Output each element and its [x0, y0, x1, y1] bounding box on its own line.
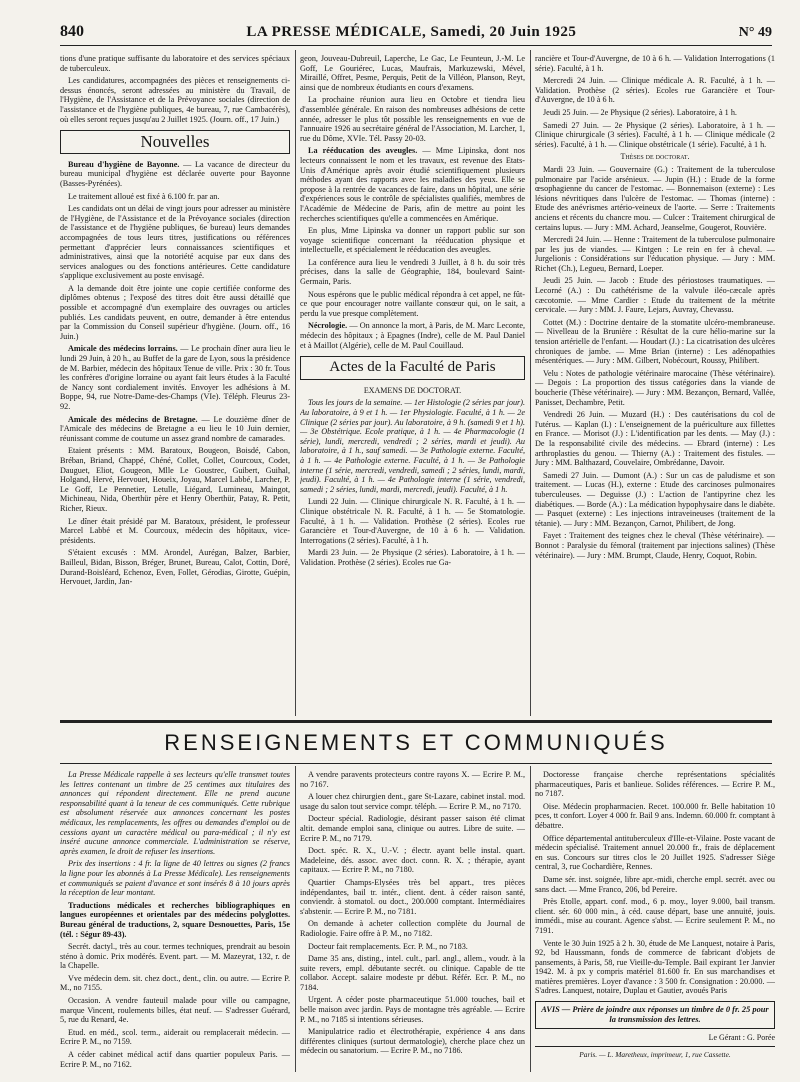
paragraph: Lundi 22 Juin. — Clinique chirurgicale N. R. Faculté, à 1 h. — Clinique obstétricale N. R. Faculté, à 1 h. — 5e Stomatologie. Faculté, à 1 h. — Validation. Prothèse (2 séries). Ecoles rue Garancière et Tour-d'Auvergne, de 10 à 6 h. — Validation. Interrogations (2 séries). Faculté, à 1 h. — [300, 497, 525, 545]
classified-ad: Office départemental antituberculeux d'Ille-et-Vilaine. Poste vacant de médecin spécialisé. Traitement annuel 20.000 fr., frais de déplacement en sus. Concours sur titres clos le 20 Juillet 1925. S'adresser Siège central, 3, rue Cochardière, Rennes. — [535, 833, 775, 872]
page-number: 840 — [60, 23, 84, 40]
item-title: Amicale des médecins de Bretagne. — [68, 414, 198, 424]
paragraph: Mardi 23 Juin. — 2e Physique (2 séries). Laboratoire, à 1 h. — Validation. Prothèse (2 séries). Ecoles rue Ga- — [300, 548, 525, 567]
classified-ad: Quartier Champs-Elysées très bel appart., tres pièces indépendantes, bail tr. intér., client. dent. à céder raison santé, conviendr. à stomatol. ou doct., 200.000 comptant. Intermédiaires s'abstenir. — Ecrire P. M., no 7181. — [300, 877, 525, 916]
paragraph: Le traitement alloué est fixé à 6.100 fr. par an. — [68, 191, 220, 201]
classifieds-column-3 — [535, 770, 775, 1070]
item-title: Nécrologie. — [308, 321, 348, 331]
paragraph: S'étaient excusés : MM. Arondel, Aurégan, Balzer, Barbier, Bailleul, Bidan, Bisson, Bréger, Brunet, Bureau, Calot, Cottin, Doré, Durand-Boisléard, Echenoz, Even, Follet, Gérodias, Girotte, Guépin, Hervouet, Jardin, Jan- — [60, 548, 290, 587]
paragraph: Les candidats ont un délai de vingt jours pour adresser au ministère de l'Hygiène, de l'Assistance et de la Prévoyance sociales (direction de l'assistance et de l'hygiène publiques, 6e bureau) leurs demandes accompagnées de tous leurs titres, justifications ou références permettant d'apprécier leurs connaissances scientifiques et administratives, ainsi que la notoriété acquise par eux dans des services analogues ou des fonctions antérieures. Cette candidature s'applique exclusivement au poste envisagé. — [60, 204, 290, 281]
paragraph: Fayet : Traitement des teignes chez le cheval (Thèse vétérinaire). — Bonnot : Paralysie du fémoral (traitement par injections salines) (Thèse vétérinaire). — Jury : MM. Brumpt, Claude, Henry, Coquot, Robin. — [535, 531, 775, 560]
classifieds-column-2 — [300, 770, 525, 1070]
classified-ad: Vve médecin dem. sit. chez doct., dent., clin. ou autre. — Ecrire P. M., no 7155. — [60, 973, 290, 993]
paragraph: Jeudi 25 Juin. — Jacob : Etude des périostoses traumatiques. — Lecorné (A.) : Du cathétérisme de la valvule iléo-cæcale après cæcotomie. — Mme Cardier : Etude du traitement de la métrite cervicale. — Jury : MM. J. Faure, Lejars, Auvray, Chevassu. — [535, 276, 775, 315]
column-divider — [530, 766, 531, 1072]
item-text: — La vacance de directeur du bureau municipal d'hygiène est déclarée ouverte pour Bayonne (Basses-Pyrénées). — [60, 159, 290, 188]
issue-number: N° 49 — [738, 25, 772, 40]
classifieds-column-1 — [60, 770, 290, 1070]
classified-ad: Oise. Médecin propharmacien. Recet. 100.000 fr. Belle habitation 10 pces, tt confort. Loyer 4 000 fr. Bail 9 ans. Indemn. 60.000 fr. comptant à débattre. — [535, 801, 775, 830]
classified-ad: Manipulatrice radio et électrothérapie, expérience 4 ans dans différentes cliniques (surtout dermatologie), cherche place chez un médecin ou sanatorium. — Ecrire P. M., no 7186. — [300, 1027, 525, 1056]
column-divider — [295, 50, 296, 716]
classified-ad: Docteur fait remplacements. Ecr. P. M., no 7183. — [308, 941, 468, 951]
section-heading-actes: Actes de la Faculté de Paris — [300, 356, 525, 380]
classified-ad: Traductions médicales et recherches bibliographiques en langues européennes et orientales par des médecins polyglottes. Bureau général de traductions, 2, square Desnouettes, Paris, 15e (tél. : Ségur 89-43). — [60, 900, 290, 939]
classified-ad: A louer chez chirurgien dent., gare St-Lazare, cabinet instal. mod. usage du salon tout service compr. téléph. — Ecrire P. M., no 7170. — [300, 792, 525, 811]
notice-paragraph: La Presse Médicale rappelle à ses lecteurs qu'elle transmet toutes les lettres contenant un timbre de 25 centimes aux titulaires des annonces qui répondent directement. Elle ne prend aucune responsabilité quant à la teneur de ces communiqués. Cette rubrique est absolument réservée aux annonces concernant les postes médicaux, les remplacements, les offres ou demandes d'emploi ou de cessions ayant un caractère médical ou para-médical ; il n'y est inséré aucune annonce commerciale. L'administration se réserve, après examen, le droit de refuser les insertions. — [60, 770, 290, 856]
paragraph: Samedi 27 Juin. — Dumont (A.) : Sur un cas de paludisme et son traitement. — Lucas (H.), externe : Etude des carcinoses pulmonaires tuberculeuses. — Deguisse (J.) : L'action de l'antipyrine chez les diabétiques. — Borde (A.) : La médication hypophysaire dans le diabète. — Pasquet (externe) : Les injections intraveineuses (traitement de la tétanie). — Jury : MM. Bezançon, Carnot, Philibert, de Jong. — [535, 470, 775, 528]
classified-ad: Docteur spécial. Radiologie, désirant passer saison été climat altit. demande emploi sana, clinique ou autres. Libre de suite. — Ecrire P. M., no 7179. — [300, 814, 525, 843]
column-2 — [300, 54, 525, 716]
paragraph: Mercredi 24 Juin. — Henne : Traitement de la tuberculose pulmonaire par les jus de viandes. — Kintgen : Le rein en fer à cheval. — Jurgelionis : Considérations sur l'éducation physique. — Jury : MM. Richet (Ch.), Legueu, Bernard, Loeper. — [535, 235, 775, 273]
paragraph: Nous espérons que le public médical répondra à cet appel, ne fût-ce que pour encourager notre vaillante consœur qui, on le sait, a perdu la vue presque complètement. — [300, 289, 525, 318]
classified-ad: Occasion. A vendre fauteuil malade pour ville ou campagne, marque Vincent, roulements billes, état neuf. — S'adresser Guérard, 5, rue du Renard, 4e. — [60, 996, 290, 1025]
paragraph: Tous les jours de la semaine. — 1er Histologie (2 séries par jour). Au laboratoire, à 9 et 1 h. — 1er Physiologie. Faculté, à 1 h. — 2e Clinique (2 séries par jour). Au laboratoire, à 9 h. (samedi 9 et 1 h). — 3e Obstétrique. Ecole pratique, à 1 h. — 4e Pharmacologie (1 série), lundi, mercredi, vendredi ; 2 séries, mardi et jeudi). Au laboratoire, à 1 h., sauf samedi. — 3e Pathologie externe. Faculté, à 1 h. — 4e Pathologie externe. Faculté, à 1 h. — 3e Pathologie interne (1 série, mercredi, vendredi, samedi ; 2 séries, lundi, mardi, jeudi). Faculté, à 1 h. — 4e Pathologie interne (1 série, vendredi, samedi ; 2 séries, lundi, mardi, mercredi, jeudi). Faculté, à 1 h. — [300, 398, 525, 494]
classified-ad: Dame 35 ans, disting., intel. cult., parl. angl., allem., voudr. à la suite revers, empl. débutante secrét. ou clinique. Capable de tte collabor. Accept. salaire modeste pr début. Référ. Ecr. P. M., no 7184. — [300, 954, 525, 992]
item-text: — Le douzième dîner de l'Amicale des médecins de Bretagne a eu lieu le 10 Juin dernier, réunissant comme de coutume un assez grand nombre de camarades. — [60, 414, 290, 443]
paragraph: A la demande doit être jointe une copie certifiée conforme des diplômes obtenus ; l'exposé des titres doit être aussi détaillé que possible et accompagné d'un exemplaire des ouvrages ou articles publiés. Les candidats peuvent, en outre, demander à être entendus par la Commission du Conseil supérieur d'hygiène. (Journ. off., 16 Juin.) — [60, 283, 290, 341]
paragraph: Etaient présents : MM. Baratoux, Bougeon, Boisdé, Cabon, Bréban, Briand, Chappé, Chéné, Collet, Collet, Courcoux, Codet, Dauguet, Eliot, Gougeon, Mlle Le Goustrec, Guibert, Guihal, Holgand, Hervé, Hervouet, Houeix, Joyau, Marcel Labbé, Larcher, P. Le Goff, Le Pennetier, Letulle, Liégard, Lumineau, Maingot, Michineau, Nida, Oberthür père et Henry Oberthür, Patay, R. Petit, Richer, Rieux. — [60, 446, 290, 513]
masthead-title: LA PRESSE MÉDICALE, Samedi, 20 Juin 1925 — [246, 24, 577, 40]
item-title: Bureau d'hygiène de Bayonne. — [68, 159, 180, 169]
paragraph: Samedi 27 Juin. — 2e Physique (2 séries). Laboratoire, à 1 h. — Clinique chirurgicale (3 séries). Faculté, à 1 h. — Clinique médicale (2 séries). Faculté, à 1 h. — Clinique obstétricale (1 série). Faculté, à 1 h. — [535, 120, 775, 149]
paragraph: Jeudi 25 Juin. — 2e Physique (2 séries). Laboratoire, à 1 h. — [543, 107, 737, 117]
notice-paragraph: Prix des insertions : 4 fr. la ligne de 40 lettres ou signes (2 francs la ligne pour les abonnés à La Presse Médicale). Les renseignements et communiqués se paient d'avance et sont insérés 8 à 10 jours après la réception de leur montant. — [60, 859, 290, 898]
item-text: — On annonce la mort, à Paris, de M. Marc Leconte, médecin des hôpitaux ; à Epagnes (Indre), celle de M. Paul Daniel et à Maillot (Algérie), celle de M. Paul Couillaud. — [300, 321, 525, 350]
column-3 — [535, 54, 775, 716]
paragraph: En plus, Mme Lipinska va donner un rapport public sur son voyage scientifique concernant la rééducation physique et intellectuelle, et spécialement le rééducation des aveugles. — [300, 226, 525, 255]
paragraph: Vendredi 26 Juin. — Muzard (H.) : Des cautérisations du col de l'utérus. — Kaplan (I.) : L'enseignement de la puériculture aux fillettes en France. — Morisot (J.) : L'identification par les dents. — May (J.) : De la responsabilité civile des médecins. — Ebrard (interne) : Les arthroplasties du genou. — Thierny (A.) : Traitement des fistules. — Jury : MM. Balthazard, Couvelaire, Ombrédanne, Davoir. — [535, 410, 775, 468]
column-1 — [60, 54, 290, 716]
page-header — [60, 20, 772, 46]
item-title: Amicale des médecins lorrains. — [68, 344, 178, 354]
item-text: — Mme Lipinska, dont nos lecteurs connaissent le nom et les travaux, est revenue des Etats-Unis d'Amérique après avoir étudié scientifiquement plusieurs méthodes ayant des rapports avec les maladies des yeux. Elle se propose à la rentrée de vacances de faire, dans un hôpital, une série d'expériences sous le contrôle de spécialistes qualifiés, membres de l'Académie de Médecine de Paris, afin de mettre au point les recherches scientifiques qu'elle a commencées en Amérique. — [300, 146, 525, 223]
section-heading-renseignements: RENSEIGNEMENTS ET COMMUNIQUÉS — [60, 720, 772, 764]
classified-ad: A céder cabinet médical actif dans quartier populeux Paris. — Ecrire P. M., no 7162. — [60, 1050, 290, 1069]
paragraph: Velu : Notes de pathologie vétérinaire marocaine (Thèse vétérinaire). — Degois : La proportion des tissus catégories dans la viande de boucherie (Thèse vétérinaire). — Jury : MM. Bezançon, Bernard, Vallée, Panisset, Dechambre, Petit. — [535, 368, 775, 407]
classified-ad: A vendre paravents protecteurs contre rayons X. — Ecrire P. M., no 7167. — [300, 770, 525, 789]
classified-ad: Vente le 30 Juin 1925 à 2 h. 30, étude de Me Lanquest, notaire à Paris, 92, bd Haussmann, fonds de commerce de fabricant d'objets de pansements, à Paris, 58, rue Vieille-du-Temple. Bail expirant 1er Janvier 1942. M. à px y compris matériel 81.600 fr. En sus marchandises et matières premières. Loyer d'avance : 3 500 fr. Consignation : 20.000. — S'adres. Lanquest, notaire, Duplau et Gautier, avoués Paris — [535, 938, 775, 996]
item-title: La rééducation des aveugles. — [308, 146, 418, 156]
paragraph: rancière et Tour-d'Auvergne, de 10 à 6 h. — Validation Interrogations (1 série). Faculté, à 1 h. — [535, 54, 775, 73]
paragraph: Cottet (M.) : Doctrine dentaire de la stomatite ulcéro-membraneuse. — Nivelleau de la Brunière : Résultat de la cure hélio-marine sur la tension artérielle de l'enfant. — Houdart (J.) : La cicatrisation des ulcères chroniques de jambe. — Mme Brian (interne) : Les adénopathies mésentériques. — Jury : MM. Gilbert, Nobécourt, Roussy, Philibert. — [535, 317, 775, 366]
classified-ad: Doct. spéc. R. X., U.-V. ; électr. ayant belle instal. quart. Madeleine, dés. assoc. avec doct. conn. R. X. ; thérapie, ayant capitaux. — Ecrire P. M., no 7180. — [300, 846, 525, 875]
column-divider — [295, 766, 296, 1072]
paragraph: geon, Jouveau-Dubreuil, Laperche, Le Gac, Le Feunteun, J.-M. Le Goff, Le Gouriérec, Lucas, Maufrais, Markuzewski, Mével, Miraillé, Offret, Pesme, Perquis, Petit de la Villéon, Planson, Reyt, ainsi que de nombreux étudiants en cours d'examens. — [300, 54, 525, 92]
item-text: — Le prochain dîner aura lieu le lundi 29 Juin, à 20 h., au Buffet de la gare de Lyon, sous la présidence de M. Barbier, médecin des hôpitaux Tenue de ville. Prix : 30 fr. Tous les confrères d'origine lorraine ou ayant fait leurs études à la Faculté de Nancy sont cordialement invités. Envoyer les adhésions à M. Boppe, 94, rue Notre-Dame-des-Champs (VIe). Téléph. Fleurus 23-92. — [60, 344, 290, 411]
column-divider — [530, 50, 531, 716]
paragraph: Le dîner était présidé par M. Baratoux, président, le professeur Marcel Labbé et M. Courcoux, médecin des hôpitaux, vice-présidents. — [60, 516, 290, 545]
subsection-heading: EXAMENS DE DOCTORAT. — [363, 385, 462, 395]
paragraph: La conférence aura lieu le vendredi 3 Juillet, à 8 h. du soir très précises, dans la salle de Géographie, 184, boulevard Saint-Germain, Paris. — [300, 257, 525, 287]
printer-line: Paris. — L. Maretheux, imprimeur, 1, rue Cassette. — [535, 1046, 775, 1060]
paragraph: Mardi 23 Juin. — Gouvernaire (G.) : Traitement de la tuberculose pulmonaire par l'acide arsénieux. — Jupin (H.) : Etude de la forme œsophagienne du cancer de l'estomac. — Bonnemaison (externe) : Les lésions névritiques dans l'ulcère de l'estomac. — Thomas (interne) : Etude des anévrismes artério-veineux de l'aorte. — Serre : Traitements anciens et récents du chancre mou. — Culcer : Traitement chirurgical de certains lupus. — Jury : MM. Achard, Jeanselme, Gougerot, Rouvière. — [535, 164, 775, 232]
classified-ad: Doctoresse française cherche représentations spécialités pharmaceutiques, Paris et banlieue. Solides références. — Ecrire P. M., no 7187. — [535, 770, 775, 799]
classified-ad: On demande à acheter collection complète du Journal de Radiologie. Faire offre à P. M., no 7182. — [300, 919, 525, 938]
classified-ad: Etud. en méd., scol. term., aiderait ou remplacerait médecin. — Ecrire P. M., no 7159. — [60, 1027, 290, 1047]
avis-box: AVIS — Prière de joindre aux réponses un timbre de 0 fr. 25 pour la transmission des lettres. — [535, 1001, 775, 1029]
paragraph: La prochaine réunion aura lieu en Octobre et tiendra lieu d'assemblée générale. En raison des nombreuses adhésions de cette année, adresser le plus tôt possible les renseignements en vue de l'annuaire 1926 au secrétaire général de l'Association, M. Larcher, 1, rue du Dôme, XVIe. Tél. Passy 20-03. — [300, 95, 525, 143]
classified-ad: Urgent. A céder poste pharmaceutique 51.000 touches, bail et belle maison avec jardin. Pays de montagne très agréable. — Ecrire P. M., no 7185 si intentions sérieuses. — [300, 995, 525, 1024]
section-heading-nouvelles: Nouvelles — [60, 130, 290, 154]
classified-ad: Secrét. dactyl., très au cour. termes techniques, prendrait au besoin sténo à domic. Prix modérés. Event. part. — M. Mazeyrat, 132, r. de la Chapelle. — [60, 942, 290, 971]
classified-ad: Dame sér. inst. soignée, libre apr.-midi, cherche empl. secrét. avec ou sans dact. — Mme Franco, 206, bd Pereire. — [535, 874, 775, 894]
subsection-heading: Thèses de doctorat. — [620, 152, 690, 162]
paragraph: tions d'une pratique suffisante du laboratoire et des services spéciaux de tuberculeux. — [60, 54, 290, 73]
paragraph: Les candidatures, accompagnées des pièces et renseignements ci-dessus énoncés, seront adressées au ministère du Travail, de l'Hygiène, de l'Assistance et de la Prévoyance sociales (direction de l'assistance et de l'hygiène publiques, 4e bureau, 7, rue Cambacérès), où elles seront reçues jusqu'au 2 Juillet 1925. (Journ. off., 17 Juin.) — [60, 76, 290, 124]
paragraph: Mercredi 24 Juin. — Clinique médicale A. R. Faculté, à 1 h. — Validation. Prothèse (2 séries). Ecoles rue Garancière et Tour-d'Auvergne, de 10 à 6 h. — [535, 76, 775, 105]
gerant-signature: Le Gérant : G. Porée — [708, 1033, 775, 1043]
classified-ad: Près Etolle, appart. conf. mod., 6 p. moy., loyer 9.000, bail transm. client. sér. 60 000 min., à céd. cause départ, base une annuité, jouis. immédi., mise au courant. Agence s'abst. — Ecrire seulement P. M., no 7191. — [535, 897, 775, 935]
